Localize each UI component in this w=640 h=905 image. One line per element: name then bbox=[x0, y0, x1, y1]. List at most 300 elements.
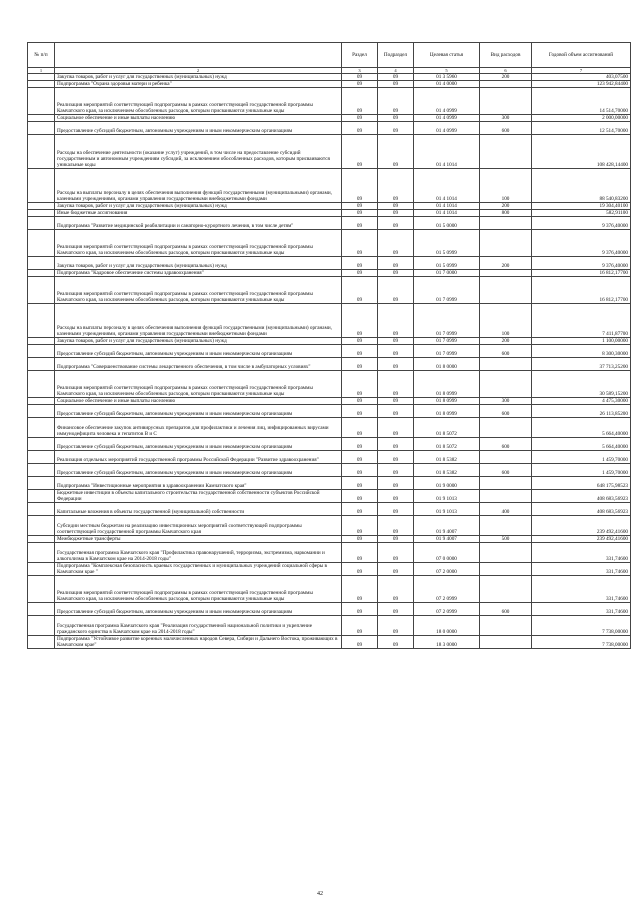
row-name: Социальное обеспечение и иные выплаты населению bbox=[55, 115, 342, 122]
row-podrazdel: 09 bbox=[378, 81, 414, 88]
table-row bbox=[28, 516, 631, 536]
row-name: Реализация мероприятий соответствующей подпрограммы в рамках соответствующей государственной программы Камчатского края, за исключением обособленных расходов, которым присваиваются уникальные коды bbox=[55, 88, 342, 115]
row-amount: 7 411,87700 bbox=[532, 304, 631, 338]
row-amount: 12 514,70000 bbox=[532, 122, 631, 135]
row-expense-type bbox=[480, 270, 532, 277]
row-target-article: 01 8 5382 bbox=[414, 464, 480, 477]
row-razdel: 09 bbox=[342, 490, 378, 503]
row-razdel: 09 bbox=[342, 603, 378, 616]
row-amount: 408 683,56923 bbox=[532, 503, 631, 516]
row-target-article: 01 4 0999 bbox=[414, 115, 480, 122]
row-expense-type bbox=[480, 490, 532, 503]
row-expense-type: 300 bbox=[480, 398, 532, 405]
row-number bbox=[28, 74, 55, 81]
row-expense-type: 200 bbox=[480, 257, 532, 270]
row-podrazdel: 09 bbox=[378, 135, 414, 169]
row-podrazdel: 09 bbox=[378, 304, 414, 338]
row-target-article: 07 2 0000 bbox=[414, 563, 480, 576]
row-number bbox=[28, 576, 55, 603]
row-number bbox=[28, 503, 55, 516]
row-expense-type bbox=[480, 543, 532, 563]
row-number bbox=[28, 636, 55, 649]
row-number bbox=[28, 616, 55, 636]
row-expense-type bbox=[480, 217, 532, 230]
row-number bbox=[28, 536, 55, 543]
row-target-article: 01 4 0999 bbox=[414, 88, 480, 115]
row-number bbox=[28, 477, 55, 490]
row-expense-type: 800 bbox=[480, 210, 532, 217]
row-podrazdel: 09 bbox=[378, 418, 414, 438]
row-expense-type: 600 bbox=[480, 345, 532, 358]
row-number bbox=[28, 81, 55, 88]
row-number bbox=[28, 277, 55, 304]
table-row bbox=[28, 88, 631, 115]
row-razdel: 09 bbox=[342, 115, 378, 122]
row-target-article: 01 9 4007 bbox=[414, 536, 480, 543]
table-row bbox=[28, 230, 631, 257]
row-podrazdel: 09 bbox=[378, 338, 414, 345]
row-razdel: 09 bbox=[342, 563, 378, 576]
row-amount: 7 738,00000 bbox=[532, 616, 631, 636]
row-number bbox=[28, 338, 55, 345]
row-podrazdel: 09 bbox=[378, 490, 414, 503]
row-number bbox=[28, 270, 55, 277]
row-razdel: 09 bbox=[342, 418, 378, 438]
row-number bbox=[28, 210, 55, 217]
row-razdel: 09 bbox=[342, 210, 378, 217]
row-razdel: 09 bbox=[342, 74, 378, 81]
row-podrazdel: 09 bbox=[378, 536, 414, 543]
row-name: Предоставление субсидий бюджетным, автономным учреждениям и иным некоммерческим организациям bbox=[55, 464, 342, 477]
row-razdel: 09 bbox=[342, 477, 378, 490]
table-row bbox=[28, 277, 631, 304]
row-expense-type: 400 bbox=[480, 503, 532, 516]
row-podrazdel: 09 bbox=[378, 543, 414, 563]
table-row bbox=[28, 371, 631, 398]
column-index: 3 bbox=[342, 68, 378, 74]
row-razdel: 09 bbox=[342, 636, 378, 649]
row-podrazdel: 09 bbox=[378, 563, 414, 576]
row-podrazdel: 09 bbox=[378, 576, 414, 603]
row-podrazdel: 09 bbox=[378, 230, 414, 257]
row-expense-type bbox=[480, 277, 532, 304]
row-name: Реализация мероприятий соответствующей подпрограммы в рамках соответствующей государственной программы Камчатского края, за исключением обособленных расходов, которым присваиваются уникальные коды bbox=[55, 230, 342, 257]
row-expense-type: 200 bbox=[480, 203, 532, 210]
table-row bbox=[28, 358, 631, 371]
row-number bbox=[28, 398, 55, 405]
row-target-article: 01 9 0000 bbox=[414, 477, 480, 490]
row-name: Закупка товаров, работ и услуг для государственных (муниципальных) нужд bbox=[55, 338, 342, 345]
row-expense-type bbox=[480, 576, 532, 603]
row-amount: 9 376,40000 bbox=[532, 230, 631, 257]
row-expense-type bbox=[480, 477, 532, 490]
row-target-article: 01 9 1013 bbox=[414, 490, 480, 503]
row-razdel: 09 bbox=[342, 516, 378, 536]
row-target-article: 01 9 4007 bbox=[414, 516, 480, 536]
row-number bbox=[28, 88, 55, 115]
row-amount: 16 812,17700 bbox=[532, 270, 631, 277]
row-number bbox=[28, 563, 55, 576]
row-razdel: 09 bbox=[342, 503, 378, 516]
row-number bbox=[28, 371, 55, 398]
row-razdel: 09 bbox=[342, 257, 378, 270]
row-podrazdel: 09 bbox=[378, 616, 414, 636]
row-expense-type bbox=[480, 418, 532, 438]
row-podrazdel: 09 bbox=[378, 210, 414, 217]
row-name: Предоставление субсидий бюджетным, автономным учреждениям и иным некоммерческим организациям bbox=[55, 603, 342, 616]
column-index: 1 bbox=[28, 68, 55, 74]
row-name: Социальное обеспечение и иные выплаты населению bbox=[55, 398, 342, 405]
table-row bbox=[28, 169, 631, 203]
row-number bbox=[28, 345, 55, 358]
row-target-article: 01 9 1013 bbox=[414, 503, 480, 516]
row-razdel: 09 bbox=[342, 371, 378, 398]
column-index: 4 bbox=[378, 68, 414, 74]
table-row bbox=[28, 438, 631, 451]
header-annual-amount: Годовой объем ассигнований bbox=[532, 43, 631, 68]
row-name: Подпрограмма "Совершенствование системы лекарственного обеспечения, в том числе в амбулаторных условиях" bbox=[55, 358, 342, 371]
row-podrazdel: 09 bbox=[378, 358, 414, 371]
table-row bbox=[28, 210, 631, 217]
table-row bbox=[28, 563, 631, 576]
row-podrazdel: 09 bbox=[378, 122, 414, 135]
row-amount: 19 304,40100 bbox=[532, 203, 631, 210]
row-name: Иные бюджетные ассигнования bbox=[55, 210, 342, 217]
header-row bbox=[28, 43, 631, 68]
row-number bbox=[28, 438, 55, 451]
header-expense-type: Вид расходов bbox=[480, 43, 532, 68]
row-amount: 403,07500 bbox=[532, 74, 631, 81]
row-podrazdel: 09 bbox=[378, 477, 414, 490]
row-amount: 331,74600 bbox=[532, 576, 631, 603]
row-name: Расходы на выплаты персоналу в целях обеспечения выполнения функций государственными (муниципальными) органами, казенными учреждениями, органами управления государственными внебюджетными фондами bbox=[55, 169, 342, 203]
table-row bbox=[28, 217, 631, 230]
row-expense-type bbox=[480, 230, 532, 257]
table-row bbox=[28, 405, 631, 418]
row-podrazdel: 09 bbox=[378, 398, 414, 405]
row-target-article: 01 8 0999 bbox=[414, 405, 480, 418]
row-expense-type bbox=[480, 616, 532, 636]
row-target-article: 01 5 0999 bbox=[414, 257, 480, 270]
row-name: Подпрограмма "Инвестиционные мероприятия в здравоохранении Камчатского края" bbox=[55, 477, 342, 490]
row-amount: 108 428,14400 bbox=[532, 135, 631, 169]
row-amount: 239 492,41600 bbox=[532, 516, 631, 536]
row-name: Подпрограмма "Развитие медицинской реабилитации и санаторно-курортного лечения, в том числе детям" bbox=[55, 217, 342, 230]
row-name: Закупка товаров, работ и услуг для государственных (муниципальных) нужд bbox=[55, 257, 342, 270]
row-number bbox=[28, 122, 55, 135]
row-podrazdel: 09 bbox=[378, 169, 414, 203]
row-razdel: 09 bbox=[342, 536, 378, 543]
row-name: Государственная программа Камчатского края "Профилактика правонарушений, терроризма, экстремизма, наркомании и алкоголизма в Камчатском крае на 2014-2018 годы" bbox=[55, 543, 342, 563]
row-target-article: 01 7 0000 bbox=[414, 270, 480, 277]
row-razdel: 09 bbox=[342, 88, 378, 115]
row-name: Закупка товаров, работ и услуг для государственных (муниципальных) нужд bbox=[55, 74, 342, 81]
row-expense-type bbox=[480, 636, 532, 649]
row-name: Реализация мероприятий соответствующей подпрограммы в рамках соответствующей государственной программы Камчатского края, за исключением обособленных расходов, которым присваиваются уникальные коды bbox=[55, 371, 342, 398]
row-razdel: 09 bbox=[342, 464, 378, 477]
table-row bbox=[28, 345, 631, 358]
row-target-article: 01 5 0000 bbox=[414, 217, 480, 230]
table-row bbox=[28, 74, 631, 81]
row-number bbox=[28, 358, 55, 371]
row-amount: 648 175,98523 bbox=[532, 477, 631, 490]
row-target-article: 18 3 0000 bbox=[414, 636, 480, 649]
row-podrazdel: 09 bbox=[378, 345, 414, 358]
row-amount: 1 459,70000 bbox=[532, 451, 631, 464]
row-target-article: 01 4 0999 bbox=[414, 122, 480, 135]
row-podrazdel: 09 bbox=[378, 371, 414, 398]
row-name: Межбюджетные трансферты bbox=[55, 536, 342, 543]
row-target-article: 01 5 0999 bbox=[414, 230, 480, 257]
row-number bbox=[28, 464, 55, 477]
row-number bbox=[28, 115, 55, 122]
row-target-article: 07 2 0999 bbox=[414, 576, 480, 603]
header-number: № п/п bbox=[28, 43, 55, 68]
row-target-article: 01 8 5382 bbox=[414, 451, 480, 464]
header-target-article: Целевая статья bbox=[414, 43, 480, 68]
row-amount: 5 664,40000 bbox=[532, 418, 631, 438]
table-row bbox=[28, 203, 631, 210]
table-row bbox=[28, 304, 631, 338]
table-row bbox=[28, 398, 631, 405]
row-target-article: 01 3 5960 bbox=[414, 74, 480, 81]
row-amount: 26 113,85200 bbox=[532, 405, 631, 418]
row-expense-type: 100 bbox=[480, 304, 532, 338]
table-row bbox=[28, 81, 631, 88]
row-amount: 331,74600 bbox=[532, 603, 631, 616]
row-podrazdel: 09 bbox=[378, 451, 414, 464]
table-body bbox=[28, 74, 631, 649]
row-razdel: 09 bbox=[342, 616, 378, 636]
row-name: Бюджетные инвестиции в объекты капитального строительства государственной собственности субъектов Российской Федерации bbox=[55, 490, 342, 503]
row-target-article: 01 7 0999 bbox=[414, 345, 480, 358]
row-name: Предоставление субсидий бюджетным, автономным учреждениям и иным некоммерческим организациям bbox=[55, 122, 342, 135]
row-razdel: 09 bbox=[342, 543, 378, 563]
row-name: Реализация отдельных мероприятий государственной программы Российской Федерации "Развитие здравоохранения" bbox=[55, 451, 342, 464]
row-razdel: 09 bbox=[342, 169, 378, 203]
row-name: Подпрограмма "Охрана здоровья матери и ребенка" bbox=[55, 81, 342, 88]
row-number bbox=[28, 217, 55, 230]
row-podrazdel: 09 bbox=[378, 270, 414, 277]
row-target-article: 01 7 0999 bbox=[414, 304, 480, 338]
row-razdel: 09 bbox=[342, 576, 378, 603]
table-row bbox=[28, 257, 631, 270]
row-amount: 4 475,30000 bbox=[532, 398, 631, 405]
table-row bbox=[28, 503, 631, 516]
table-row bbox=[28, 115, 631, 122]
row-expense-type bbox=[480, 563, 532, 576]
table-row bbox=[28, 616, 631, 636]
table-row bbox=[28, 636, 631, 649]
table-row bbox=[28, 135, 631, 169]
table-row bbox=[28, 270, 631, 277]
row-target-article: 01 4 1014 bbox=[414, 169, 480, 203]
row-number bbox=[28, 451, 55, 464]
row-razdel: 09 bbox=[342, 304, 378, 338]
row-amount: 30 589,15200 bbox=[532, 371, 631, 398]
row-name: Предоставление субсидий бюджетным, автономным учреждениям и иным некоммерческим организациям bbox=[55, 438, 342, 451]
row-name: Расходы на обеспечение деятельности (оказание услуг) учреждений, в том числе на предоставление субсидий государственным и автономным учреждениям субсидий, за исключением обособленных расходов, которым присваиваются уникальные коды bbox=[55, 135, 342, 169]
row-expense-type bbox=[480, 88, 532, 115]
row-amount: 2 000,00000 bbox=[532, 115, 631, 122]
row-amount: 331,74600 bbox=[532, 543, 631, 563]
row-expense-type bbox=[480, 451, 532, 464]
row-razdel: 09 bbox=[342, 270, 378, 277]
row-expense-type bbox=[480, 135, 532, 169]
row-amount: 239 492,41600 bbox=[532, 536, 631, 543]
row-razdel: 09 bbox=[342, 122, 378, 135]
row-name: Реализация мероприятий соответствующей подпрограммы в рамках соответствующей государственной программы Камчатского края, за исключением обособленных расходов, которым присваиваются уникальные коды bbox=[55, 576, 342, 603]
row-podrazdel: 09 bbox=[378, 74, 414, 81]
row-razdel: 09 bbox=[342, 338, 378, 345]
table-row bbox=[28, 338, 631, 345]
row-razdel: 09 bbox=[342, 451, 378, 464]
row-podrazdel: 09 bbox=[378, 217, 414, 230]
row-razdel: 09 bbox=[342, 217, 378, 230]
row-target-article: 01 8 0999 bbox=[414, 371, 480, 398]
table-row bbox=[28, 451, 631, 464]
row-number bbox=[28, 543, 55, 563]
table-row bbox=[28, 490, 631, 503]
row-podrazdel: 09 bbox=[378, 503, 414, 516]
row-razdel: 09 bbox=[342, 135, 378, 169]
row-amount: 1 459,70000 bbox=[532, 464, 631, 477]
row-number bbox=[28, 257, 55, 270]
row-amount: 9 376,40000 bbox=[532, 257, 631, 270]
row-expense-type: 600 bbox=[480, 438, 532, 451]
header-razdel: Раздел bbox=[342, 43, 378, 68]
row-target-article: 07 0 0000 bbox=[414, 543, 480, 563]
row-target-article: 01 4 1014 bbox=[414, 210, 480, 217]
row-podrazdel: 09 bbox=[378, 88, 414, 115]
row-expense-type bbox=[480, 358, 532, 371]
table-row bbox=[28, 464, 631, 477]
row-amount: 37 713,25200 bbox=[532, 358, 631, 371]
row-number bbox=[28, 230, 55, 257]
row-amount: 123 942,84400 bbox=[532, 81, 631, 88]
row-amount: 88 540,83200 bbox=[532, 169, 631, 203]
row-podrazdel: 09 bbox=[378, 203, 414, 210]
table-row bbox=[28, 418, 631, 438]
row-amount: 5 664,40000 bbox=[532, 438, 631, 451]
row-target-article: 01 4 1014 bbox=[414, 135, 480, 169]
header-name bbox=[55, 43, 342, 68]
row-amount: 9 376,40000 bbox=[532, 217, 631, 230]
table-row bbox=[28, 543, 631, 563]
row-expense-type: 600 bbox=[480, 603, 532, 616]
row-name: Подпрограмма "Кадровое обеспечение системы здравоохранения" bbox=[55, 270, 342, 277]
row-name: Предоставление субсидий бюджетным, автономным учреждениям и иным некоммерческим организациям bbox=[55, 405, 342, 418]
row-razdel: 09 bbox=[342, 230, 378, 257]
row-target-article: 01 7 0999 bbox=[414, 338, 480, 345]
row-name: Капитальные вложения в объекты государственной (муниципальной) собственности bbox=[55, 503, 342, 516]
row-target-article: 01 4 0000 bbox=[414, 81, 480, 88]
row-expense-type bbox=[480, 516, 532, 536]
row-expense-type: 600 bbox=[480, 464, 532, 477]
row-podrazdel: 09 bbox=[378, 603, 414, 616]
row-razdel: 09 bbox=[342, 438, 378, 451]
row-podrazdel: 09 bbox=[378, 257, 414, 270]
row-expense-type: 600 bbox=[480, 405, 532, 418]
column-index: 2 bbox=[55, 68, 342, 74]
row-podrazdel: 09 bbox=[378, 636, 414, 649]
budget-table bbox=[27, 42, 631, 649]
row-podrazdel: 09 bbox=[378, 115, 414, 122]
row-amount: 7 738,00000 bbox=[532, 636, 631, 649]
row-expense-type bbox=[480, 371, 532, 398]
column-index: 7 bbox=[532, 68, 631, 74]
table-row bbox=[28, 122, 631, 135]
row-expense-type: 200 bbox=[480, 74, 532, 81]
row-number bbox=[28, 603, 55, 616]
header-podrazdel: Подраздел bbox=[378, 43, 414, 68]
row-expense-type: 100 bbox=[480, 169, 532, 203]
row-name: Государственная программа Камчатского края "Реализация государственной национальной политики и укрепление гражданского единства в Камчатском крае на 2014-2018 годы" bbox=[55, 616, 342, 636]
row-name: Подпрограмма "Устойчивое развитие коренных малочисленных народов Севера, Сибири и Дальнего Востока, проживающих в Камчатском крае" bbox=[55, 636, 342, 649]
row-number bbox=[28, 516, 55, 536]
row-number bbox=[28, 203, 55, 210]
row-amount: 331,74600 bbox=[532, 563, 631, 576]
row-razdel: 09 bbox=[342, 398, 378, 405]
row-number bbox=[28, 405, 55, 418]
row-number bbox=[28, 490, 55, 503]
row-amount: 582,91100 bbox=[532, 210, 631, 217]
row-target-article: 01 8 5072 bbox=[414, 438, 480, 451]
row-target-article: 18 0 0000 bbox=[414, 616, 480, 636]
page-number: 42 bbox=[317, 891, 323, 897]
row-amount: 14 514,70000 bbox=[532, 88, 631, 115]
row-podrazdel: 09 bbox=[378, 516, 414, 536]
row-podrazdel: 09 bbox=[378, 464, 414, 477]
row-target-article: 01 8 0000 bbox=[414, 358, 480, 371]
row-expense-type bbox=[480, 81, 532, 88]
row-amount: 408 683,56923 bbox=[532, 490, 631, 503]
row-podrazdel: 09 bbox=[378, 277, 414, 304]
row-name: Субсидии местным бюджетам на реализацию инвестиционных мероприятий соответствующей подпрограммы соответствующей государственной программы Камчатского края bbox=[55, 516, 342, 536]
row-target-article: 01 7 0999 bbox=[414, 277, 480, 304]
row-razdel: 09 bbox=[342, 358, 378, 371]
row-expense-type: 200 bbox=[480, 338, 532, 345]
row-target-article: 01 4 1014 bbox=[414, 203, 480, 210]
row-expense-type: 500 bbox=[480, 536, 532, 543]
row-razdel: 09 bbox=[342, 277, 378, 304]
row-name: Предоставление субсидий бюджетным, автономным учреждениям и иным некоммерческим организациям bbox=[55, 345, 342, 358]
row-target-article: 07 2 0999 bbox=[414, 603, 480, 616]
row-razdel: 09 bbox=[342, 345, 378, 358]
column-index: 6 bbox=[480, 68, 532, 74]
row-expense-type: 600 bbox=[480, 122, 532, 135]
column-index: 5 bbox=[414, 68, 480, 74]
table-row bbox=[28, 603, 631, 616]
row-amount: 1 100,00000 bbox=[532, 338, 631, 345]
row-name: Реализация мероприятий соответствующей подпрограммы в рамках соответствующей государственной программы Камчатского края, за исключением обособленных расходов, которым присваиваются уникальные коды bbox=[55, 277, 342, 304]
row-amount: 16 812,17700 bbox=[532, 277, 631, 304]
table-row bbox=[28, 477, 631, 490]
row-razdel: 09 bbox=[342, 81, 378, 88]
row-number bbox=[28, 135, 55, 169]
row-number bbox=[28, 418, 55, 438]
row-name: Подпрограмма "Комплексная безопасность краевых государственных и муниципальных учреждений социальной сферы в Камчатском крае " bbox=[55, 563, 342, 576]
row-name: Финансовое обеспечение закупок антивирусных препаратов для профилактики и лечения лиц, инфицированных вирусами иммунодефицита человека и гепатитов В и С bbox=[55, 418, 342, 438]
table-row bbox=[28, 576, 631, 603]
row-podrazdel: 09 bbox=[378, 405, 414, 418]
row-target-article: 01 8 0999 bbox=[414, 398, 480, 405]
table-row bbox=[28, 536, 631, 543]
row-expense-type: 300 bbox=[480, 115, 532, 122]
row-name: Закупка товаров, работ и услуг для государственных (муниципальных) нужд bbox=[55, 203, 342, 210]
row-target-article: 01 8 5072 bbox=[414, 418, 480, 438]
row-number bbox=[28, 169, 55, 203]
